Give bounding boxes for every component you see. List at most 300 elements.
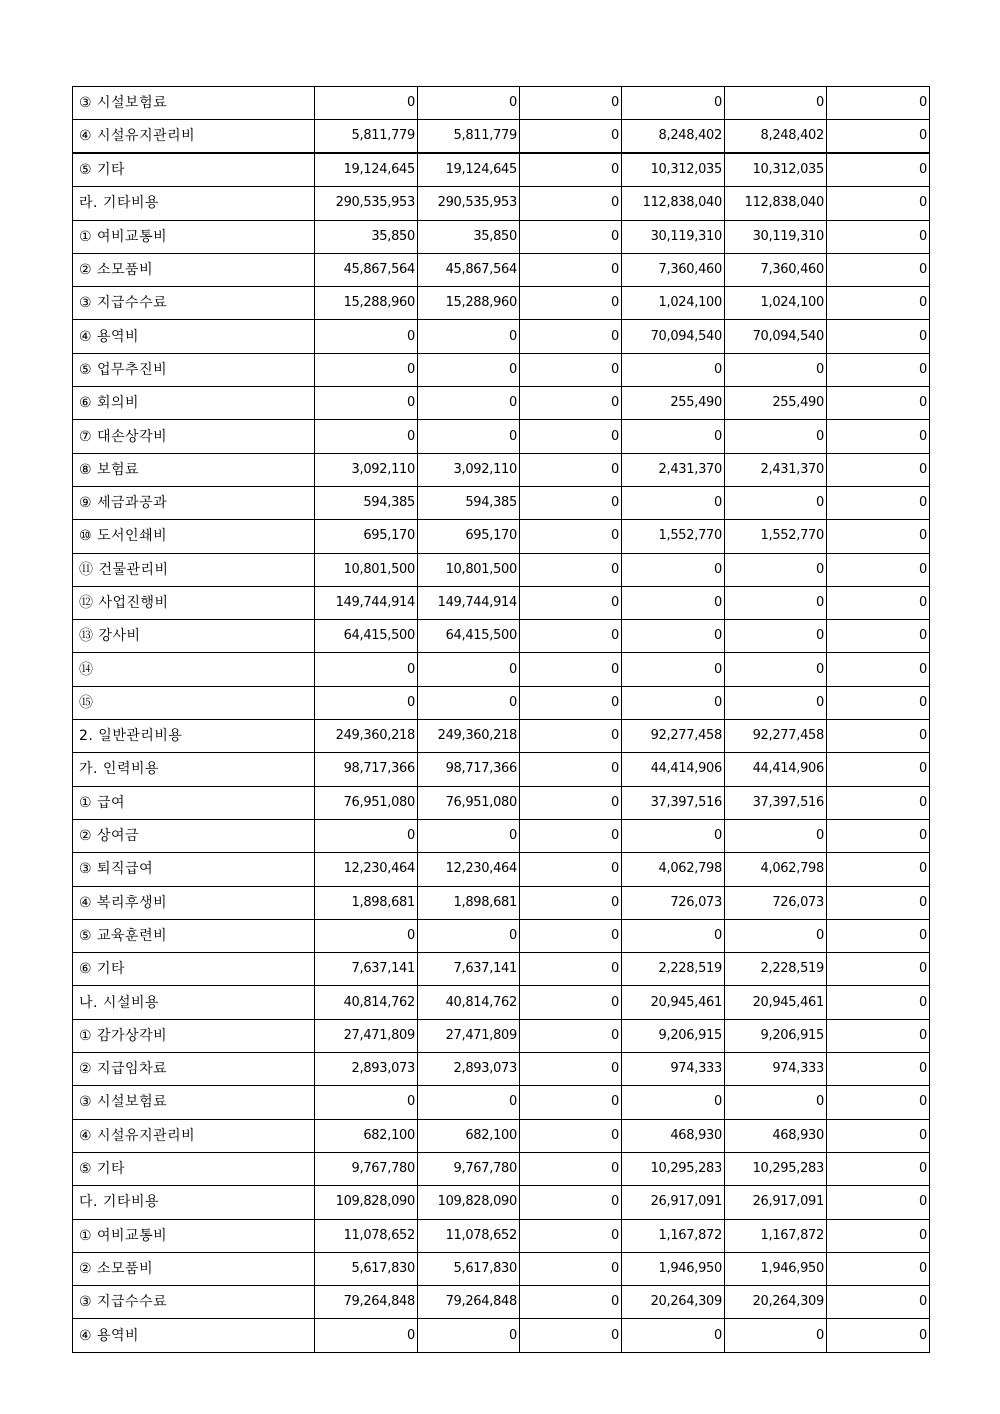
amount-cell: 2,431,370 [622, 453, 725, 486]
amount-cell: 64,415,500 [418, 620, 520, 653]
amount-cell: 0 [827, 1186, 930, 1219]
amount-cell: 0 [827, 753, 930, 786]
amount-cell: 98,717,366 [315, 753, 418, 786]
amount-cell: 45,867,564 [315, 253, 418, 286]
amount-cell: 726,073 [622, 886, 725, 919]
amount-cell: 112,838,040 [622, 187, 725, 220]
amount-cell: 0 [418, 819, 520, 852]
amount-cell: 19,124,645 [315, 153, 418, 187]
amount-cell: 682,100 [418, 1119, 520, 1152]
row-label: ④ 시설유지관리비 [73, 1119, 315, 1152]
amount-cell: 0 [315, 919, 418, 952]
row-label: ③ 퇴직급여 [73, 853, 315, 886]
table-row [73, 553, 930, 586]
amount-cell: 109,828,090 [418, 1186, 520, 1219]
amount-cell: 0 [520, 1286, 622, 1319]
row-label: ⑤ 기타 [73, 1152, 315, 1185]
amount-cell: 20,264,309 [725, 1286, 827, 1319]
row-label: ⑦ 대손상각비 [73, 420, 315, 453]
amount-cell: 1,898,681 [315, 886, 418, 919]
table-row [73, 120, 930, 154]
amount-cell: 30,119,310 [622, 220, 725, 253]
amount-cell: 0 [520, 1319, 622, 1352]
row-label: ⑤ 교육훈련비 [73, 919, 315, 952]
row-label: 다. 기타비용 [73, 1186, 315, 1219]
amount-cell: 255,490 [622, 387, 725, 420]
expense-table-body [73, 87, 930, 1353]
table-row [73, 686, 930, 719]
amount-cell: 0 [520, 486, 622, 519]
row-label: 가. 인력비용 [73, 753, 315, 786]
row-label: ④ 복리후생비 [73, 886, 315, 919]
amount-cell: 1,167,872 [725, 1219, 827, 1252]
table-row [73, 1319, 930, 1352]
amount-cell: 0 [315, 1086, 418, 1119]
amount-cell: 7,637,141 [315, 953, 418, 986]
amount-cell: 0 [827, 1053, 930, 1086]
amount-cell: 2,431,370 [725, 453, 827, 486]
amount-cell: 0 [827, 919, 930, 952]
amount-cell: 0 [520, 620, 622, 653]
amount-cell: 92,277,458 [622, 720, 725, 753]
amount-cell: 290,535,953 [315, 187, 418, 220]
amount-cell: 0 [520, 586, 622, 619]
amount-cell: 1,552,770 [622, 520, 725, 553]
amount-cell: 0 [827, 1219, 930, 1252]
amount-cell: 0 [315, 87, 418, 120]
amount-cell: 974,333 [622, 1053, 725, 1086]
amount-cell: 0 [827, 686, 930, 719]
row-label: ③ 시설보험료 [73, 87, 315, 120]
amount-cell: 2,893,073 [418, 1053, 520, 1086]
amount-cell: 0 [520, 220, 622, 253]
amount-cell: 0 [520, 720, 622, 753]
amount-cell: 0 [827, 1152, 930, 1185]
row-label: ④ 시설유지관리비 [73, 120, 315, 154]
amount-cell: 5,617,830 [315, 1252, 418, 1285]
amount-cell: 0 [725, 919, 827, 952]
amount-cell: 0 [520, 553, 622, 586]
amount-cell: 695,170 [418, 520, 520, 553]
amount-cell: 0 [725, 1086, 827, 1119]
row-label: ④ 용역비 [73, 320, 315, 353]
amount-cell: 726,073 [725, 886, 827, 919]
amount-cell: 0 [520, 1053, 622, 1086]
amount-cell: 468,930 [725, 1119, 827, 1152]
row-label: ⑭ [73, 653, 315, 686]
amount-cell: 0 [827, 620, 930, 653]
amount-cell: 2,228,519 [622, 953, 725, 986]
expense-table [72, 86, 930, 1353]
amount-cell: 15,288,960 [418, 287, 520, 320]
table-row [73, 1186, 930, 1219]
row-label: ① 여비교통비 [73, 1219, 315, 1252]
table-row [73, 786, 930, 819]
amount-cell: 20,945,461 [725, 986, 827, 1019]
amount-cell: 11,078,652 [418, 1219, 520, 1252]
amount-cell: 0 [622, 486, 725, 519]
amount-cell: 0 [418, 1319, 520, 1352]
amount-cell: 149,744,914 [315, 586, 418, 619]
amount-cell: 0 [622, 553, 725, 586]
amount-cell: 0 [827, 153, 930, 187]
row-label: ⑮ [73, 686, 315, 719]
table-row [73, 886, 930, 919]
amount-cell: 12,230,464 [315, 853, 418, 886]
amount-cell: 7,360,460 [725, 253, 827, 286]
table-row [73, 153, 930, 187]
amount-cell: 35,850 [418, 220, 520, 253]
amount-cell: 0 [827, 420, 930, 453]
amount-cell: 1,552,770 [725, 520, 827, 553]
amount-cell: 0 [622, 819, 725, 852]
amount-cell: 0 [520, 986, 622, 1019]
amount-cell: 0 [418, 353, 520, 386]
table-row [73, 520, 930, 553]
amount-cell: 249,360,218 [418, 720, 520, 753]
amount-cell: 290,535,953 [418, 187, 520, 220]
amount-cell: 0 [315, 686, 418, 719]
amount-cell: 5,811,779 [315, 120, 418, 154]
amount-cell: 0 [418, 420, 520, 453]
amount-cell: 10,801,500 [315, 553, 418, 586]
amount-cell: 5,811,779 [418, 120, 520, 154]
amount-cell: 0 [827, 586, 930, 619]
amount-cell: 0 [520, 786, 622, 819]
amount-cell: 0 [315, 1319, 418, 1352]
table-row [73, 720, 930, 753]
amount-cell: 10,295,283 [622, 1152, 725, 1185]
row-label: ② 소모품비 [73, 253, 315, 286]
amount-cell: 0 [827, 220, 930, 253]
amount-cell: 0 [520, 520, 622, 553]
table-row [73, 919, 930, 952]
amount-cell: 0 [725, 1319, 827, 1352]
amount-cell: 2,893,073 [315, 1053, 418, 1086]
amount-cell: 7,360,460 [622, 253, 725, 286]
row-label: ⑫ 사업진행비 [73, 586, 315, 619]
amount-cell: 0 [622, 653, 725, 686]
table-row [73, 1019, 930, 1052]
amount-cell: 0 [520, 287, 622, 320]
amount-cell: 79,264,848 [418, 1286, 520, 1319]
amount-cell: 0 [315, 420, 418, 453]
amount-cell: 1,946,950 [725, 1252, 827, 1285]
amount-cell: 0 [622, 1086, 725, 1119]
amount-cell: 0 [827, 87, 930, 120]
amount-cell: 0 [827, 187, 930, 220]
amount-cell: 10,312,035 [622, 153, 725, 187]
amount-cell: 44,414,906 [622, 753, 725, 786]
table-row [73, 586, 930, 619]
amount-cell: 0 [827, 1319, 930, 1352]
table-row [73, 220, 930, 253]
amount-cell: 76,951,080 [418, 786, 520, 819]
amount-cell: 0 [725, 686, 827, 719]
row-label: ② 상여금 [73, 819, 315, 852]
amount-cell: 0 [520, 420, 622, 453]
row-label: ① 여비교통비 [73, 220, 315, 253]
amount-cell: 0 [827, 553, 930, 586]
amount-cell: 9,206,915 [622, 1019, 725, 1052]
amount-cell: 0 [827, 886, 930, 919]
table-row [73, 753, 930, 786]
amount-cell: 0 [827, 986, 930, 1019]
amount-cell: 30,119,310 [725, 220, 827, 253]
amount-cell: 0 [725, 653, 827, 686]
amount-cell: 0 [418, 387, 520, 420]
amount-cell: 0 [827, 1252, 930, 1285]
amount-cell: 44,414,906 [725, 753, 827, 786]
amount-cell: 0 [520, 453, 622, 486]
amount-cell: 0 [520, 886, 622, 919]
amount-cell: 70,094,540 [622, 320, 725, 353]
amount-cell: 0 [725, 353, 827, 386]
amount-cell: 0 [520, 320, 622, 353]
row-label: ③ 시설보험료 [73, 1086, 315, 1119]
amount-cell: 0 [622, 1319, 725, 1352]
amount-cell: 0 [827, 320, 930, 353]
amount-cell: 0 [827, 953, 930, 986]
amount-cell: 255,490 [725, 387, 827, 420]
table-row [73, 819, 930, 852]
amount-cell: 10,295,283 [725, 1152, 827, 1185]
row-label: ③ 지급수수료 [73, 1286, 315, 1319]
amount-cell: 1,024,100 [622, 287, 725, 320]
amount-cell: 0 [827, 253, 930, 286]
amount-cell: 92,277,458 [725, 720, 827, 753]
amount-cell: 9,767,780 [315, 1152, 418, 1185]
row-label: ⑬ 강사비 [73, 620, 315, 653]
table-row [73, 1286, 930, 1319]
amount-cell: 0 [827, 486, 930, 519]
amount-cell: 0 [520, 1186, 622, 1219]
table-row [73, 486, 930, 519]
row-label: ⑥ 기타 [73, 953, 315, 986]
row-label: ⑥ 회의비 [73, 387, 315, 420]
amount-cell: 9,767,780 [418, 1152, 520, 1185]
amount-cell: 8,248,402 [622, 120, 725, 154]
amount-cell: 0 [418, 320, 520, 353]
table-row [73, 986, 930, 1019]
amount-cell: 8,248,402 [725, 120, 827, 154]
amount-cell: 0 [520, 120, 622, 154]
amount-cell: 249,360,218 [315, 720, 418, 753]
amount-cell: 0 [315, 653, 418, 686]
amount-cell: 0 [827, 120, 930, 154]
amount-cell: 3,092,110 [418, 453, 520, 486]
amount-cell: 0 [827, 786, 930, 819]
table-row [73, 187, 930, 220]
amount-cell: 10,801,500 [418, 553, 520, 586]
amount-cell: 0 [827, 1086, 930, 1119]
amount-cell: 0 [622, 620, 725, 653]
amount-cell: 20,264,309 [622, 1286, 725, 1319]
amount-cell: 0 [827, 453, 930, 486]
amount-cell: 0 [725, 620, 827, 653]
amount-cell: 40,814,762 [418, 986, 520, 1019]
table-row [73, 853, 930, 886]
table-row [73, 620, 930, 653]
amount-cell: 0 [827, 1286, 930, 1319]
amount-cell: 0 [622, 420, 725, 453]
amount-cell: 0 [315, 387, 418, 420]
row-label: ④ 용역비 [73, 1319, 315, 1352]
amount-cell: 0 [622, 586, 725, 619]
row-label: ⑪ 건물관리비 [73, 553, 315, 586]
amount-cell: 0 [827, 387, 930, 420]
amount-cell: 0 [520, 819, 622, 852]
amount-cell: 0 [520, 387, 622, 420]
amount-cell: 4,062,798 [725, 853, 827, 886]
amount-cell: 0 [418, 653, 520, 686]
amount-cell: 9,206,915 [725, 1019, 827, 1052]
amount-cell: 11,078,652 [315, 1219, 418, 1252]
amount-cell: 2,228,519 [725, 953, 827, 986]
row-label: ③ 지급수수료 [73, 287, 315, 320]
amount-cell: 12,230,464 [418, 853, 520, 886]
amount-cell: 109,828,090 [315, 1186, 418, 1219]
amount-cell: 0 [827, 819, 930, 852]
amount-cell: 1,946,950 [622, 1252, 725, 1285]
amount-cell: 10,312,035 [725, 153, 827, 187]
table-row [73, 1119, 930, 1152]
amount-cell: 594,385 [315, 486, 418, 519]
amount-cell: 98,717,366 [418, 753, 520, 786]
amount-cell: 26,917,091 [725, 1186, 827, 1219]
amount-cell: 45,867,564 [418, 253, 520, 286]
amount-cell: 0 [520, 1086, 622, 1119]
row-label: ① 감가상각비 [73, 1019, 315, 1052]
table-row [73, 320, 930, 353]
table-row [73, 253, 930, 286]
amount-cell: 0 [520, 1019, 622, 1052]
amount-cell: 0 [725, 87, 827, 120]
amount-cell: 149,744,914 [418, 586, 520, 619]
row-label: ① 급여 [73, 786, 315, 819]
amount-cell: 0 [520, 1119, 622, 1152]
amount-cell: 0 [520, 353, 622, 386]
amount-cell: 35,850 [315, 220, 418, 253]
row-label: ⑧ 보험료 [73, 453, 315, 486]
table-row [73, 1086, 930, 1119]
amount-cell: 0 [520, 87, 622, 120]
table-row [73, 420, 930, 453]
amount-cell: 37,397,516 [622, 786, 725, 819]
amount-cell: 1,024,100 [725, 287, 827, 320]
row-label: ⑩ 도서인쇄비 [73, 520, 315, 553]
amount-cell: 7,637,141 [418, 953, 520, 986]
amount-cell: 0 [315, 320, 418, 353]
amount-cell: 0 [520, 1252, 622, 1285]
row-label: 나. 시설비용 [73, 986, 315, 1019]
amount-cell: 3,092,110 [315, 453, 418, 486]
amount-cell: 0 [520, 1152, 622, 1185]
amount-cell: 0 [418, 919, 520, 952]
table-row [73, 1053, 930, 1086]
amount-cell: 112,838,040 [725, 187, 827, 220]
amount-cell: 0 [827, 853, 930, 886]
row-label: ② 지급임차료 [73, 1053, 315, 1086]
table-row [73, 287, 930, 320]
amount-cell: 19,124,645 [418, 153, 520, 187]
amount-cell: 0 [827, 653, 930, 686]
amount-cell: 0 [827, 1019, 930, 1052]
row-label: ⑨ 세금과공과 [73, 486, 315, 519]
amount-cell: 695,170 [315, 520, 418, 553]
amount-cell: 40,814,762 [315, 986, 418, 1019]
amount-cell: 0 [725, 486, 827, 519]
amount-cell: 974,333 [725, 1053, 827, 1086]
table-row [73, 1219, 930, 1252]
amount-cell: 70,094,540 [725, 320, 827, 353]
amount-cell: 0 [418, 686, 520, 719]
table-row [73, 353, 930, 386]
table-row [73, 953, 930, 986]
amount-cell: 26,917,091 [622, 1186, 725, 1219]
table-row [73, 653, 930, 686]
amount-cell: 0 [827, 353, 930, 386]
amount-cell: 0 [622, 686, 725, 719]
table-row [73, 1152, 930, 1185]
amount-cell: 15,288,960 [315, 287, 418, 320]
amount-cell: 0 [315, 819, 418, 852]
amount-cell: 79,264,848 [315, 1286, 418, 1319]
row-label: 2. 일반관리비용 [73, 720, 315, 753]
amount-cell: 0 [520, 686, 622, 719]
amount-cell: 0 [725, 553, 827, 586]
amount-cell: 5,617,830 [418, 1252, 520, 1285]
amount-cell: 0 [827, 287, 930, 320]
amount-cell: 20,945,461 [622, 986, 725, 1019]
amount-cell: 468,930 [622, 1119, 725, 1152]
amount-cell: 0 [520, 953, 622, 986]
amount-cell: 0 [622, 919, 725, 952]
amount-cell: 4,062,798 [622, 853, 725, 886]
amount-cell: 0 [520, 153, 622, 187]
amount-cell: 594,385 [418, 486, 520, 519]
amount-cell: 64,415,500 [315, 620, 418, 653]
amount-cell: 27,471,809 [315, 1019, 418, 1052]
table-row [73, 87, 930, 120]
amount-cell: 0 [520, 853, 622, 886]
row-label: 라. 기타비용 [73, 187, 315, 220]
table-row [73, 387, 930, 420]
amount-cell: 0 [827, 720, 930, 753]
amount-cell: 0 [418, 87, 520, 120]
amount-cell: 0 [520, 1219, 622, 1252]
amount-cell: 27,471,809 [418, 1019, 520, 1052]
amount-cell: 0 [520, 753, 622, 786]
row-label: ⑤ 기타 [73, 153, 315, 187]
amount-cell: 0 [725, 420, 827, 453]
amount-cell: 0 [827, 1119, 930, 1152]
table-row [73, 453, 930, 486]
amount-cell: 0 [418, 1086, 520, 1119]
amount-cell: 0 [622, 353, 725, 386]
row-label: ② 소모품비 [73, 1252, 315, 1285]
amount-cell: 1,898,681 [418, 886, 520, 919]
table-row [73, 1252, 930, 1285]
amount-cell: 682,100 [315, 1119, 418, 1152]
amount-cell: 0 [827, 520, 930, 553]
amount-cell: 0 [725, 819, 827, 852]
amount-cell: 0 [622, 87, 725, 120]
amount-cell: 0 [725, 586, 827, 619]
amount-cell: 0 [520, 653, 622, 686]
amount-cell: 1,167,872 [622, 1219, 725, 1252]
amount-cell: 76,951,080 [315, 786, 418, 819]
